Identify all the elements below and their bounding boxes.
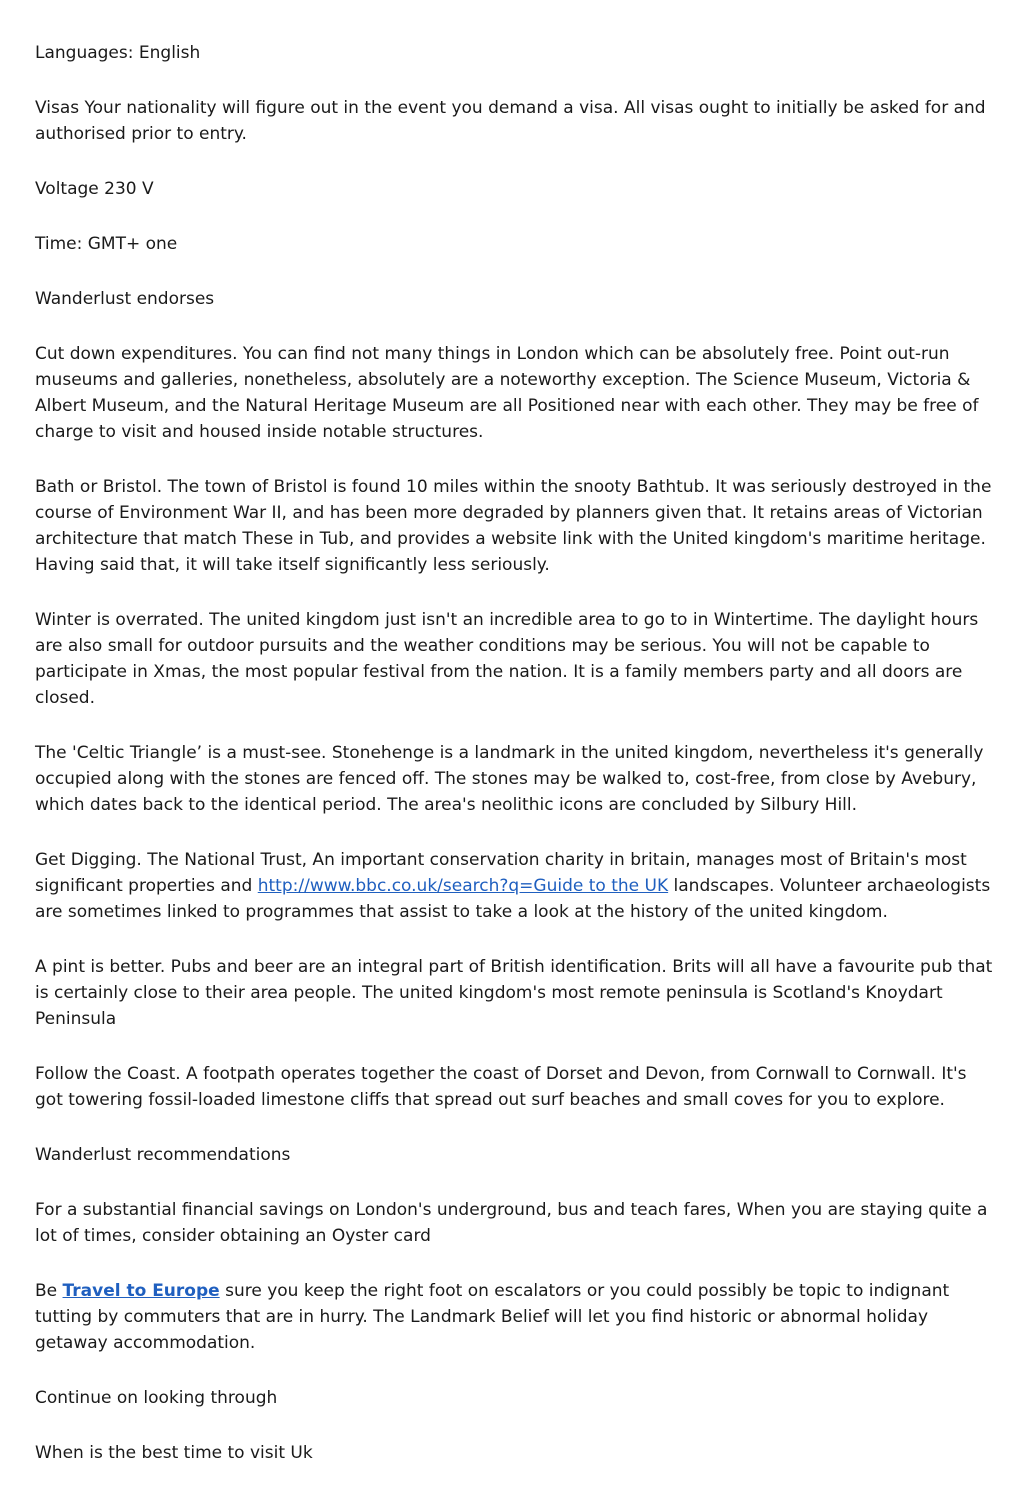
coast-paragraph: Follow the Coast. A footpath operates together the coast of Dorset and Devon, from Cornwall to Cornwall. It's got towering fossil-loaded limestone cliffs that spread out surf beaches and small coves for you to explore. [35, 1064, 967, 1110]
visas-paragraph: Visas Your nationality will figure out in the event you demand a visa. All visas ought to initially be asked for and authorised prior to entry. [35, 98, 986, 144]
digging-text-before: Get Digging. The National Trust, An important conservation charity in britain, manages most of Britain's most significant properties and [35, 850, 967, 896]
bbc-guide-link[interactable]: http://www.bbc.co.uk/search?q=Guide to the UK [257, 876, 669, 896]
voltage-line: Voltage 230 V [35, 179, 154, 199]
bath-bristol-paragraph: Bath or Bristol. The town of Bristol is found 10 miles within the snooty Bathtub. It was seriously destroyed in the course of Environment War II, and has been more degraded by planners given that. It retains areas of Victorian architecture that match These in Tub, and provides a website link with the United kingdom's maritime heritage. Having said that, it will take itself significantly less seriously. [35, 477, 992, 575]
be-text-before: Be [35, 1281, 63, 1301]
digging-paragraph [35, 847, 995, 925]
best-time-line: When is the best time to visit Uk [35, 1443, 313, 1463]
escalator-paragraph [35, 1278, 995, 1356]
pint-paragraph: A pint is better. Pubs and beer are an integral part of British identification. Brits will all have a favourite pub that is certainly close to their area people. The united kingdom's most remote peninsula is Scotland's Knoydart Peninsula [35, 957, 993, 1029]
cut-down-paragraph: Cut down expenditures. You can find not many things in London which can be absolutely free. Point out-run museums and galleries, nonetheless, absolutely are a noteworthy exception. The Science Museum, Victoria & Albert Museum, and the Natural Heritage Museum are all Positioned near with each other. They may be free of charge to visit and housed inside notable structures. [35, 344, 979, 442]
document-page [35, 40, 995, 1495]
endorses-heading: Wanderlust endorses [35, 289, 215, 309]
celtic-paragraph: The 'Celtic Triangle’ is a must-see. Stonehenge is a landmark in the united kingdom, nevertheless it's generally occupied along with the stones are fenced off. The stones may be walked to, cost-free, from close by Avebury, which dates back to the identical period. The area's neolithic icons are concluded by Silbury Hill. [35, 743, 984, 815]
digging-text-after: landscapes. Volunteer archaeologists are sometimes linked to programmes that assist to take a look at the history of the united kingdom. [35, 876, 991, 922]
oyster-paragraph: For a substantial financial savings on London's underground, bus and teach fares, When you are staying quite a lot of times, consider obtaining an Oyster card [35, 1200, 988, 1246]
time-line: Time: GMT+ one [35, 234, 178, 254]
continue-line: Continue on looking through [35, 1388, 278, 1408]
recommendations-heading: Wanderlust recommendations [35, 1145, 291, 1165]
be-text-after: sure you keep the right foot on escalators or you could possibly be topic to indignant tutting by commuters that are in hurry. The Landmark Belief will let you find historic or abnormal holiday getaway accommodation. [35, 1281, 950, 1353]
languages-line: Languages: English [35, 43, 201, 63]
travel-to-europe-link[interactable]: Travel to Europe [62, 1281, 220, 1301]
winter-paragraph: Winter is overrated. The united kingdom just isn't an incredible area to go to in Wintertime. The daylight hours are also small for outdoor pursuits and the weather conditions may be serious. You will not be capable to participate in Xmas, the most popular festival from the nation. It is a family members party and all doors are closed. [35, 610, 979, 708]
